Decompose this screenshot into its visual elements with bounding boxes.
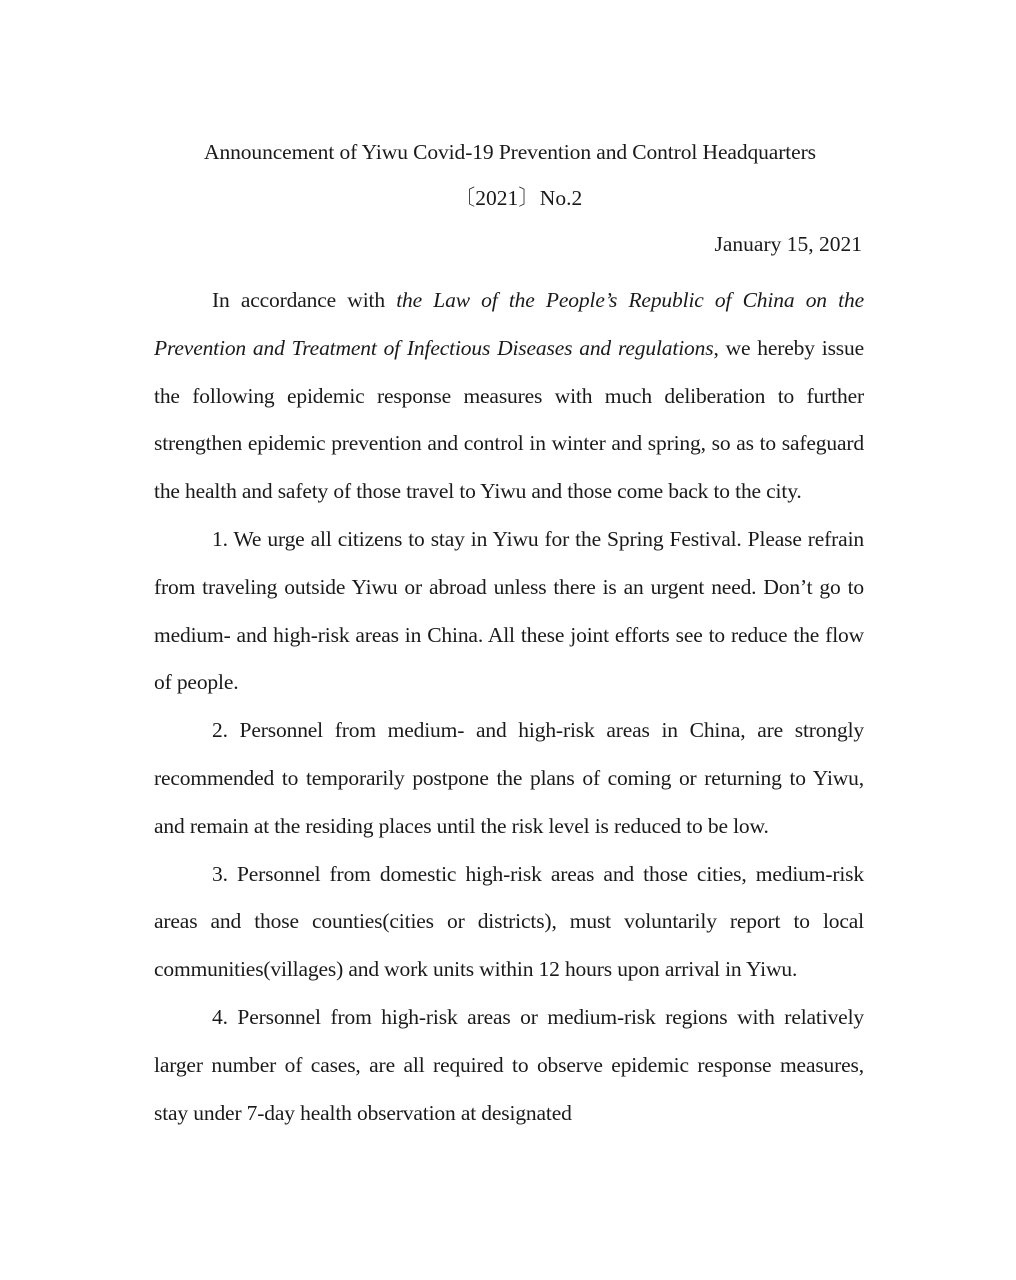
measure-item-3: 3. Personnel from domestic high-risk areas and those cities, medium-risk areas and those counties(cities or districts), must voluntarily report to local communities(villages) and work units within 12 hours upon arrival in Yiwu. — [154, 861, 864, 982]
intro-paragraph — [154, 277, 864, 516]
intro-lead: In accordance with — [212, 288, 397, 312]
document-title: Announcement of Yiwu Covid-19 Prevention and Control Headquarters — [204, 140, 816, 164]
measure-item-1: 1. We urge all citizens to stay in Yiwu for the Spring Festival. Please refrain from traveling outside Yiwu or abroad unless there is an urgent need. Don’t go to medium- and high-risk areas in China. All these joint efforts see to reduce the flow of people. — [154, 526, 864, 695]
intro-rest: , we hereby issue the following epidemic response measures with much deliberation to further strengthen epidemic prevention and control in winter and spring, so as to safeguard the health and safety of those travel to Yiwu and those come back to the city. — [154, 335, 865, 504]
document-date: January 15, 2021 — [714, 232, 862, 256]
measure-item-2: 2. Personnel from medium- and high-risk areas in China, are strongly recommended to temporarily postpone the plans of coming or returning to Yiwu, and remain at the residing places until the risk level is reduced to be low. — [154, 718, 864, 838]
measure-item-4: 4. Personnel from high-risk areas or medium-risk regions with relatively larger number of cases, are all required to observe epidemic response measures, stay under 7-day health observation at designated — [154, 1004, 864, 1125]
law-title: the Law of the People’s Republic of China on the Prevention and Treatment of Infectious Diseases and regulations — [154, 288, 864, 360]
document-body — [154, 277, 864, 1137]
document-number: 〔2021〕No.2 — [453, 186, 583, 210]
